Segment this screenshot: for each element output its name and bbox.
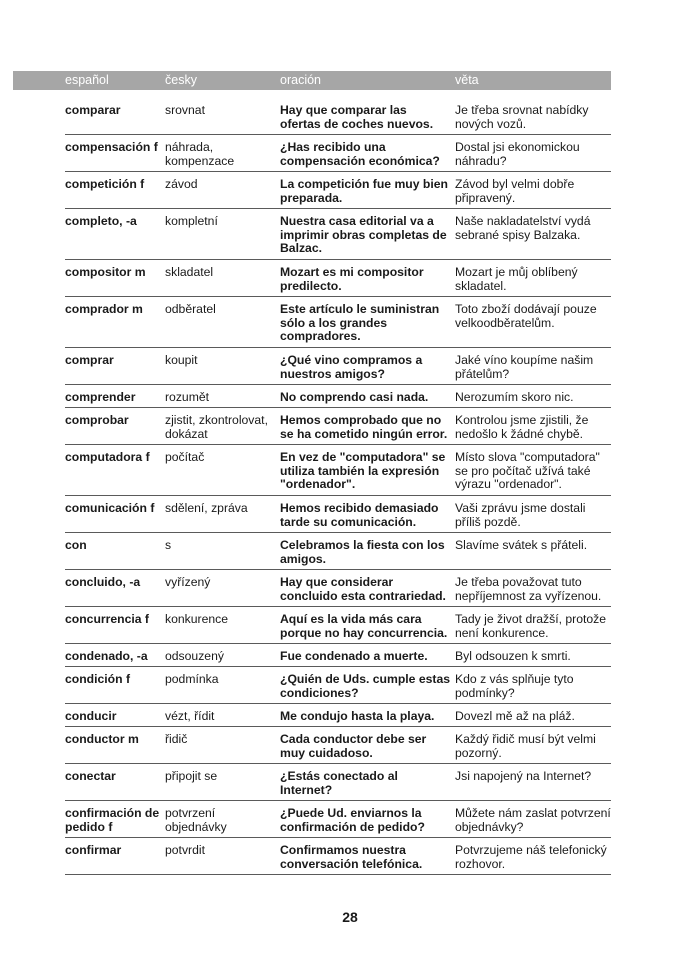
table-row	[65, 98, 611, 135]
term-czech: srovnat	[165, 103, 205, 117]
table-row	[65, 297, 611, 348]
example-spanish: Cada conductor debe ser muy cuidadoso.	[280, 732, 427, 760]
example-czech: Dostal jsi ekonomickou náhradu?	[455, 140, 580, 168]
term-czech: kompletní	[165, 214, 218, 228]
table-row	[65, 348, 611, 385]
table-row	[65, 135, 611, 172]
term-czech: potvrdit	[165, 843, 205, 857]
example-spanish: Fue condenado a muerte.	[280, 649, 428, 663]
term-spanish: condenado, -a	[65, 649, 148, 663]
term-czech: koupit	[165, 353, 198, 367]
example-spanish: Este artículo le suministran sólo a los grandes compradores.	[280, 302, 440, 343]
term-spanish: comunicación f	[65, 501, 155, 515]
term-czech: zjistit, zkontrolovat, dokázat	[165, 413, 268, 441]
example-spanish: Hemos comprobado que no se ha cometido ningún error.	[280, 413, 448, 441]
example-czech: Je třeba považovat tuto nepříjemnost za vyřízenou.	[455, 575, 602, 603]
term-czech: řidič	[165, 732, 188, 746]
example-czech: Kdo z vás splňuje tyto podmínky?	[455, 672, 574, 700]
term-czech: odběratel	[165, 302, 216, 316]
table-row	[65, 533, 611, 570]
header-sentence-es: oración	[280, 73, 321, 87]
example-czech: Místo slova "computadora" se pro počítač užívá také výrazu "ordenador".	[455, 450, 600, 491]
term-czech: potvrzení objednávky	[165, 806, 227, 834]
term-spanish: competición f	[65, 177, 145, 191]
page-number: 28	[342, 909, 358, 925]
term-spanish: confirmación de pedido f	[65, 806, 160, 834]
example-spanish: Nuestra casa editorial va a imprimir obras completas de Balzac.	[280, 214, 447, 255]
term-czech: rozumět	[165, 390, 210, 404]
example-czech: Nerozumím skoro nic.	[455, 390, 574, 404]
example-czech: Slavíme svátek s přáteli.	[455, 538, 588, 552]
table-row	[65, 570, 611, 607]
term-czech: odsouzený	[165, 649, 224, 663]
header-czech: česky	[165, 73, 197, 87]
example-czech: Byl odsouzen k smrti.	[455, 649, 571, 663]
example-czech: Vaši zprávu jsme dostali příliš pozdě.	[455, 501, 586, 529]
term-spanish: con	[65, 538, 87, 552]
term-spanish: concluido, -a	[65, 575, 141, 589]
term-spanish: comprobar	[65, 413, 129, 427]
table-row	[65, 764, 611, 801]
term-czech: náhrada, kompenzace	[165, 140, 235, 168]
example-czech: Mozart je můj oblíbený skladatel.	[455, 265, 578, 293]
table-row	[65, 260, 611, 297]
term-spanish: computadora f	[65, 450, 150, 464]
table-row	[65, 172, 611, 209]
table-row	[65, 385, 611, 408]
example-spanish: En vez de "computadora" se utiliza también la expresión "ordenador".	[280, 450, 446, 491]
table-header	[13, 71, 611, 90]
example-spanish: ¿Quién de Uds. cumple estas condiciones?	[280, 672, 450, 700]
example-czech: Každý řidič musí být velmi pozorný.	[455, 732, 596, 760]
term-spanish: conductor m	[65, 732, 139, 746]
example-spanish: Hemos recibido demasiado tarde su comunicación.	[280, 501, 439, 529]
term-czech: skladatel	[165, 265, 214, 279]
term-czech: konkurence	[165, 612, 229, 626]
table-row	[65, 838, 611, 875]
example-spanish: Hay que considerar concluido esta contrariedad.	[280, 575, 446, 603]
term-spanish: compositor m	[65, 265, 146, 279]
example-spanish: ¿Estás conectado al Internet?	[280, 769, 398, 797]
term-czech: vyřízený	[165, 575, 211, 589]
term-czech: podmínka	[165, 672, 219, 686]
example-spanish: ¿Qué vino compramos a nuestros amigos?	[280, 353, 423, 381]
example-czech: Jaké víno koupíme našim přátelům?	[455, 353, 594, 381]
table-row	[65, 408, 611, 445]
table-row	[65, 801, 611, 838]
example-spanish: No comprendo casi nada.	[280, 390, 429, 404]
example-czech: Závod byl velmi dobře připravený.	[455, 177, 575, 205]
example-spanish: La competición fue muy bien preparada.	[280, 177, 448, 205]
term-czech: sdělení, zpráva	[165, 501, 248, 515]
term-czech: závod	[165, 177, 198, 191]
term-spanish: compensación f	[65, 140, 158, 154]
header-spanish: español	[65, 73, 109, 87]
example-spanish: Confirmamos nuestra conversación telefónica.	[280, 843, 423, 871]
example-spanish: Mozart es mi compositor predilecto.	[280, 265, 424, 293]
example-spanish: Hay que comparar las ofertas de coches nuevos.	[280, 103, 434, 131]
term-spanish: conectar	[65, 769, 116, 783]
example-czech: Tady je život dražší, protože není konkurence.	[455, 612, 607, 640]
term-spanish: confirmar	[65, 843, 122, 857]
term-spanish: comparar	[65, 103, 121, 117]
term-czech: počítač	[165, 450, 205, 464]
term-czech: připojit se	[165, 769, 218, 783]
table-row	[65, 209, 611, 260]
example-czech: Potvrzujeme náš telefonický rozhovor.	[455, 843, 607, 871]
term-spanish: completo, -a	[65, 214, 137, 228]
table-row	[65, 667, 611, 704]
example-czech: Jsi napojený na Internet?	[455, 769, 592, 783]
header-sentence-cs: věta	[455, 73, 479, 87]
example-spanish: Aquí es la vida más cara porque no hay concurrencia.	[280, 612, 448, 640]
term-spanish: conducir	[65, 709, 117, 723]
example-spanish: ¿Puede Ud. enviarnos la confirmación de pedido?	[280, 806, 425, 834]
example-spanish: Celebramos la fiesta con los amigos.	[280, 538, 445, 566]
example-spanish: Me condujo hasta la playa.	[280, 709, 435, 723]
example-czech: Je třeba srovnat nabídky nových vozů.	[455, 103, 589, 131]
example-czech: Dovezl mě až na pláž.	[455, 709, 575, 723]
table-row	[65, 607, 611, 644]
example-czech: Naše nakladatelství vydá sebrané spisy Balzaka.	[455, 214, 591, 242]
term-spanish: comprar	[65, 353, 114, 367]
example-spanish: ¿Has recibido una compensación económica?	[280, 140, 440, 168]
table-row	[65, 496, 611, 533]
term-czech: vézt, řídit	[165, 709, 215, 723]
term-spanish: comprender	[65, 390, 136, 404]
term-czech: s	[165, 538, 172, 552]
table-row	[65, 727, 611, 764]
table-row	[65, 704, 611, 727]
example-czech: Toto zboží dodávají pouze velkoodběratelům.	[455, 302, 597, 330]
term-spanish: condición f	[65, 672, 130, 686]
table-row	[65, 445, 611, 496]
term-spanish: concurrencia f	[65, 612, 149, 626]
example-czech: Můžete nám zaslat potvrzení objednávky?	[455, 806, 611, 834]
vocabulary-table	[65, 98, 611, 875]
term-spanish: comprador m	[65, 302, 143, 316]
example-czech: Kontrolou jsme zjistili, že nedošlo k žádné chybě.	[455, 413, 589, 441]
table-row	[65, 644, 611, 667]
